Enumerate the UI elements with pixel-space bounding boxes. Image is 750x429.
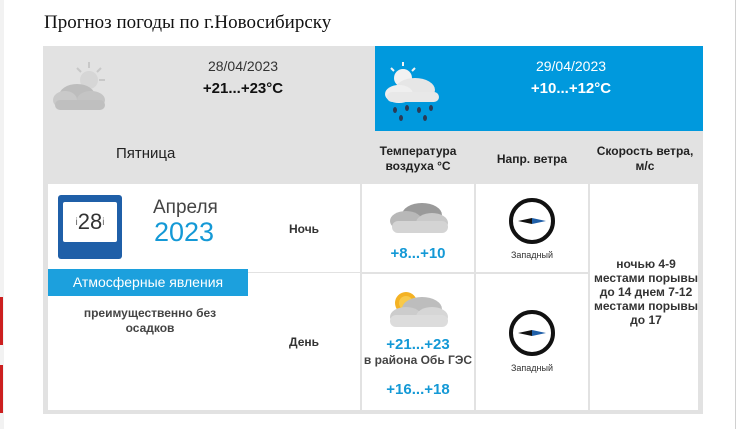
page-title: Прогноз погоды по г.Новосибирску <box>44 12 332 33</box>
wind-direction-day: Западный <box>510 363 554 373</box>
calendar-icon: i28i <box>58 195 122 259</box>
period-night: Ночь <box>289 222 320 236</box>
left-red-tab <box>0 365 3 413</box>
year-label: 2023 <box>154 217 215 247</box>
left-red-tab <box>0 297 3 345</box>
day-name: Пятница <box>116 145 176 162</box>
right-page-edge <box>735 0 736 429</box>
wind-direction-night: Западный <box>510 250 554 260</box>
temperature-day-alt: +16...+18 <box>386 381 450 398</box>
header-wind-speed: Скорость ветра, м/с <box>596 144 694 173</box>
temperature-note: в района Обь ГЭС <box>363 353 473 367</box>
cloud-icon <box>386 197 452 239</box>
period-day: День <box>289 335 319 349</box>
rain-cloud-icon <box>381 58 443 122</box>
header-temperature: Температура воздуха °C <box>379 144 457 173</box>
calendar-day: 28 <box>77 209 103 234</box>
phenomena-header: Атмосферные явления <box>48 269 248 296</box>
sun-cloud-icon <box>384 287 452 333</box>
tab-temperature: +21...+23°C <box>202 80 284 97</box>
tab-temperature: +10...+12°C <box>530 80 612 97</box>
tab-date: 28/04/2023 <box>207 58 279 74</box>
temperature-night: +8...+10 <box>390 245 446 262</box>
phenomena-text: преимущественно без осадков <box>83 306 217 335</box>
tab-date: 29/04/2023 <box>535 58 607 74</box>
wind-speed-text: ночью 4-9 местами порывы до 14 днем 7-12 местами порывы до 17 <box>594 257 698 327</box>
day-tab-29-04[interactable] <box>375 46 703 131</box>
day-tab-28-04[interactable] <box>43 46 372 131</box>
month-label: Апреля <box>153 197 218 218</box>
wind-direction-icon <box>508 309 556 357</box>
partly-cloudy-icon <box>49 60 109 116</box>
header-wind-direction: Напр. ветра <box>496 152 568 166</box>
temperature-day: +21...+23 <box>386 336 450 353</box>
wind-direction-icon <box>508 197 556 245</box>
